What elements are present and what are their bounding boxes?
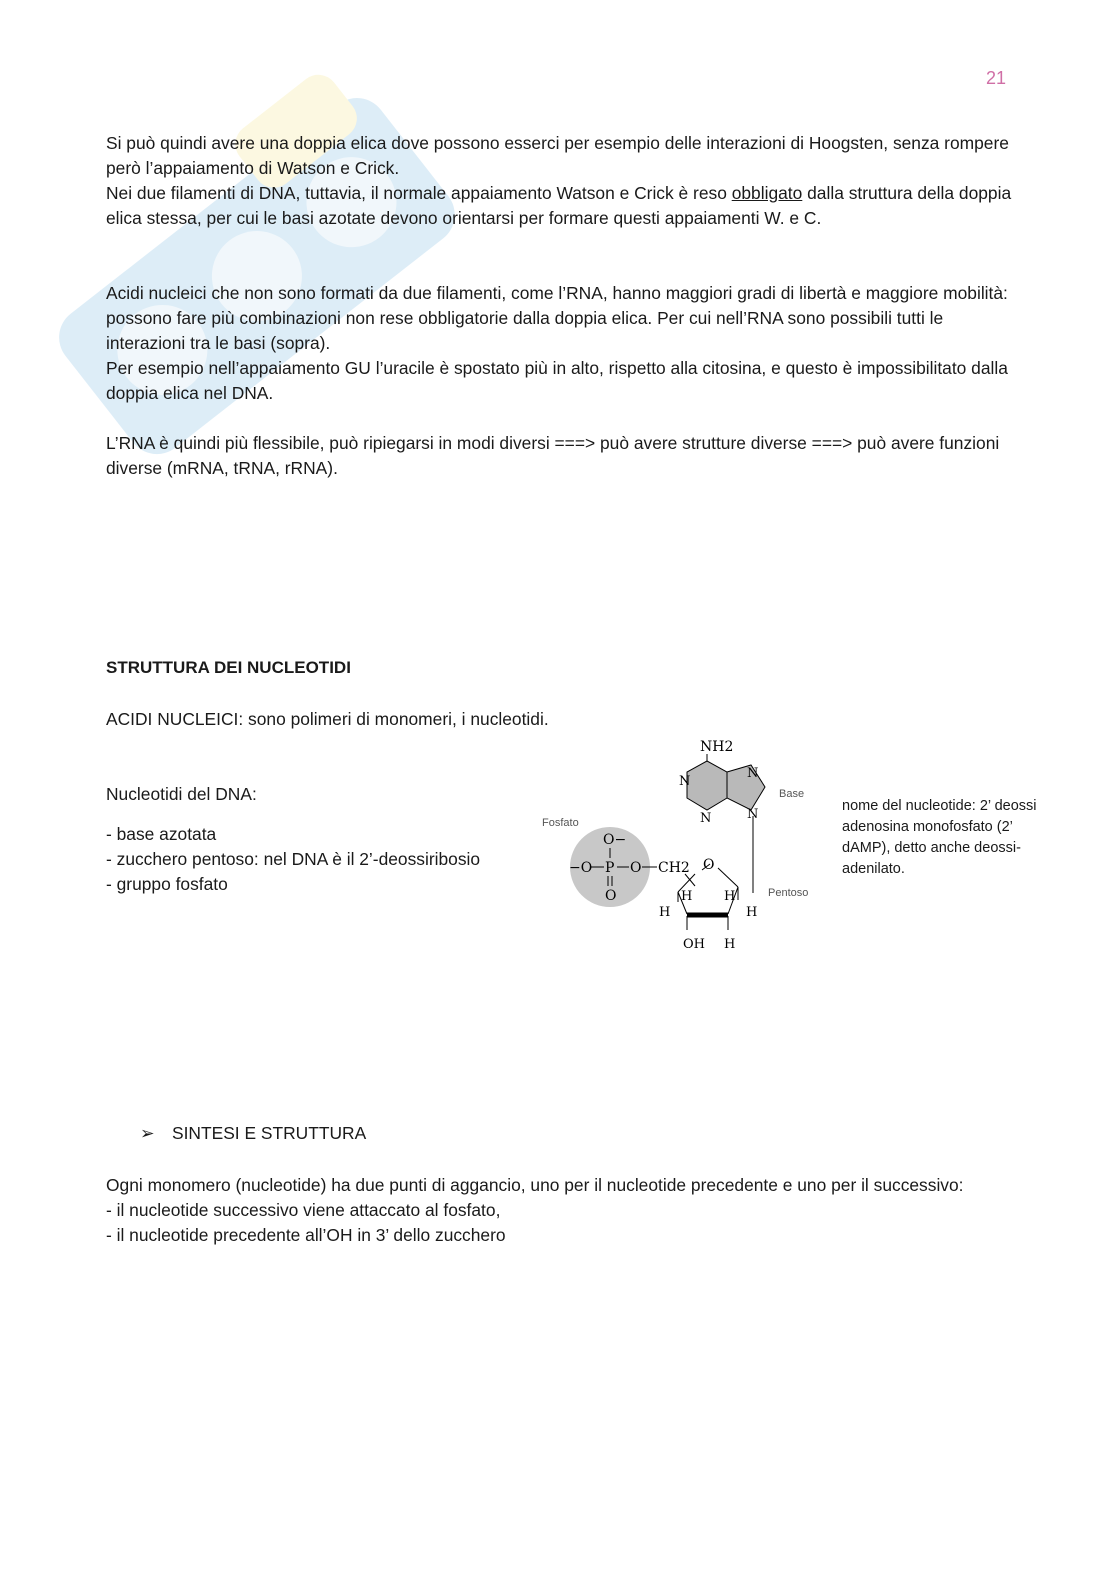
atom-o: O bbox=[630, 860, 642, 876]
label-fosfato: Fosfato bbox=[542, 817, 579, 829]
nucleotide-list bbox=[106, 782, 536, 897]
list-item: - gruppo fosfato bbox=[106, 874, 228, 894]
atom-o-ring: O bbox=[703, 857, 715, 873]
adenine-5ring bbox=[727, 765, 765, 810]
list-item: - zucchero pentoso: nel DNA è il 2’-deossiribosio bbox=[106, 849, 481, 869]
section3-block bbox=[106, 1173, 1026, 1248]
atom-h: H bbox=[724, 937, 736, 952]
atom-h: H bbox=[724, 889, 736, 904]
section1-block-a bbox=[106, 131, 1026, 231]
amine-group: NH2 bbox=[700, 739, 734, 755]
atom-p: P bbox=[605, 860, 615, 876]
paragraph: Ogni monomero (nucleotide) ha due punti di aggancio, uno per il nucleotide precedente e uno per il successivo: bbox=[106, 1175, 964, 1195]
paragraph: Acidi nucleici che non sono formati da due filamenti, come l’RNA, hanno maggiori gradi di libertà e maggiore mobilità: possono fare più combinazioni non rese obbligatorie dalla doppia elica. Per cui nell’RNA sono possibili tutti le interazioni tra le basi (sopra). bbox=[106, 283, 1008, 353]
atom-n: N bbox=[747, 766, 759, 781]
paragraph: Nei due filamenti di DNA, tuttavia, il normale appaiamento Watson e Crick è reso obbligato dalla struttura della doppia elica stessa, per cui le basi azotate devono orientarsi per formare questi appaiamenti W. e C. bbox=[106, 183, 1012, 228]
paragraph: L’RNA è quindi più flessibile, può ripiegarsi in modi diversi ===> può avere strutture diverse ===> può avere funzioni diverse (mRNA, tRNA, rRNA). bbox=[106, 433, 1000, 478]
nucleotide-structure-diagram bbox=[535, 732, 825, 962]
list-item: - il nucleotide successivo viene attaccato al fosfato, bbox=[106, 1200, 501, 1220]
nucleotide-caption: nome del nucleotide: 2’ deossi adenosina monofosfato (2’ dAMP), detto anche deossi-adenilato. bbox=[842, 798, 1037, 877]
label-base: Base bbox=[779, 788, 805, 800]
paragraph: Per esempio nell’appaiamento GU l’uracile è spostato più in alto, rispetto alla citosina, e questo è impossibilitato dalla doppia elica nel DNA. bbox=[106, 358, 1008, 403]
atom-h: H bbox=[681, 889, 693, 904]
atom-n: N bbox=[747, 807, 759, 822]
underlined-word: obbligato bbox=[731, 183, 803, 203]
atom-h: H bbox=[659, 905, 671, 920]
label-pentoso: Pentoso bbox=[768, 887, 809, 899]
atom-o: O bbox=[605, 888, 617, 904]
atom-h: H bbox=[746, 905, 758, 920]
list-item: - base azotata bbox=[106, 824, 217, 844]
atom-o: −O bbox=[569, 860, 593, 876]
atom-oh: OH bbox=[683, 937, 705, 952]
page-number: 21 bbox=[985, 68, 1006, 88]
list-item: - il nucleotide precedente all’OH in 3’ dello zucchero bbox=[106, 1225, 506, 1245]
section1-block-c bbox=[106, 431, 1026, 481]
atom-o: O− bbox=[603, 832, 627, 848]
atom-n: N bbox=[679, 774, 691, 789]
paragraph: Si può quindi avere una doppia elica dove possono esserci per esempio delle interazioni di Hoogsten, senza rompere però l’appaiamento di Watson e Crick. bbox=[106, 133, 1009, 178]
section1-block-b bbox=[106, 281, 1026, 406]
arrow-bullet-icon: ➢ bbox=[140, 1123, 155, 1143]
bullet-heading: ➢ SINTESI E STRUTTURA bbox=[140, 1123, 367, 1143]
adenine-6ring bbox=[687, 761, 727, 810]
section-heading: STRUTTURA DEI NUCLEOTIDI bbox=[106, 658, 351, 677]
atom-n: N bbox=[700, 811, 712, 826]
intro-line: ACIDI NUCLEICI: sono polimeri di monomeri, i nucleotidi. bbox=[106, 709, 549, 729]
list-title: Nucleotidi del DNA: bbox=[106, 784, 257, 804]
atom-ch2: CH2 bbox=[658, 860, 690, 876]
